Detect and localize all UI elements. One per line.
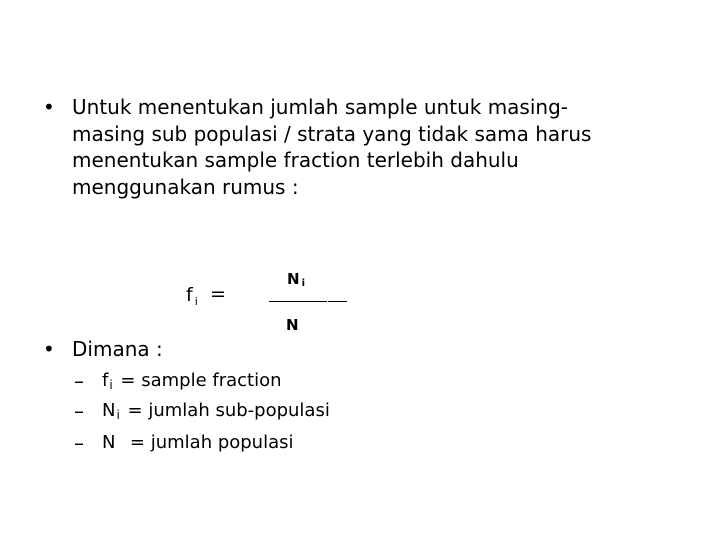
fraction-bar	[269, 301, 327, 302]
formula-denominator: N	[286, 316, 299, 334]
intro-bullet: •	[43, 95, 55, 119]
intro-paragraph	[72, 94, 672, 200]
definition-text: = sample fraction	[114, 370, 282, 391]
intro-line: menggunakan rumus :	[72, 174, 299, 199]
definition-dash: –	[74, 399, 84, 423]
definition-dash: –	[74, 369, 84, 393]
formula-numerator-sub: i	[301, 278, 305, 289]
definition-symbol-sub: i	[109, 378, 113, 392]
dimana-bullet: •	[43, 337, 55, 361]
definition-symbol: N	[102, 432, 116, 453]
intro-line: Untuk menentukan jumlah sample untuk masing-	[72, 95, 568, 119]
formula-numerator-base: N	[287, 270, 300, 288]
definition-symbol-sub: i	[116, 408, 120, 422]
definition-text: = jumlah populasi	[118, 432, 294, 453]
formula-lhs-sub: i	[194, 295, 198, 308]
intro-line: menentukan sample fraction terlebih dahulu	[72, 148, 519, 172]
definition-dash: –	[74, 431, 84, 455]
definition-item	[102, 398, 330, 425]
definition-text: = jumlah sub-populasi	[121, 400, 330, 421]
fraction-bar-tail	[328, 301, 347, 302]
definition-item	[102, 430, 294, 457]
formula-equals: =	[210, 283, 226, 305]
definition-symbol: N	[102, 400, 116, 421]
formula-numerator	[287, 270, 305, 288]
formula-lhs-base: f	[186, 284, 193, 306]
dimana-label: Dimana :	[72, 337, 163, 361]
intro-line: masing sub populasi / strata yang tidak sama harus	[72, 121, 592, 146]
definition-item	[102, 368, 282, 395]
definition-symbol: f	[102, 370, 109, 391]
formula-lhs	[186, 284, 198, 306]
